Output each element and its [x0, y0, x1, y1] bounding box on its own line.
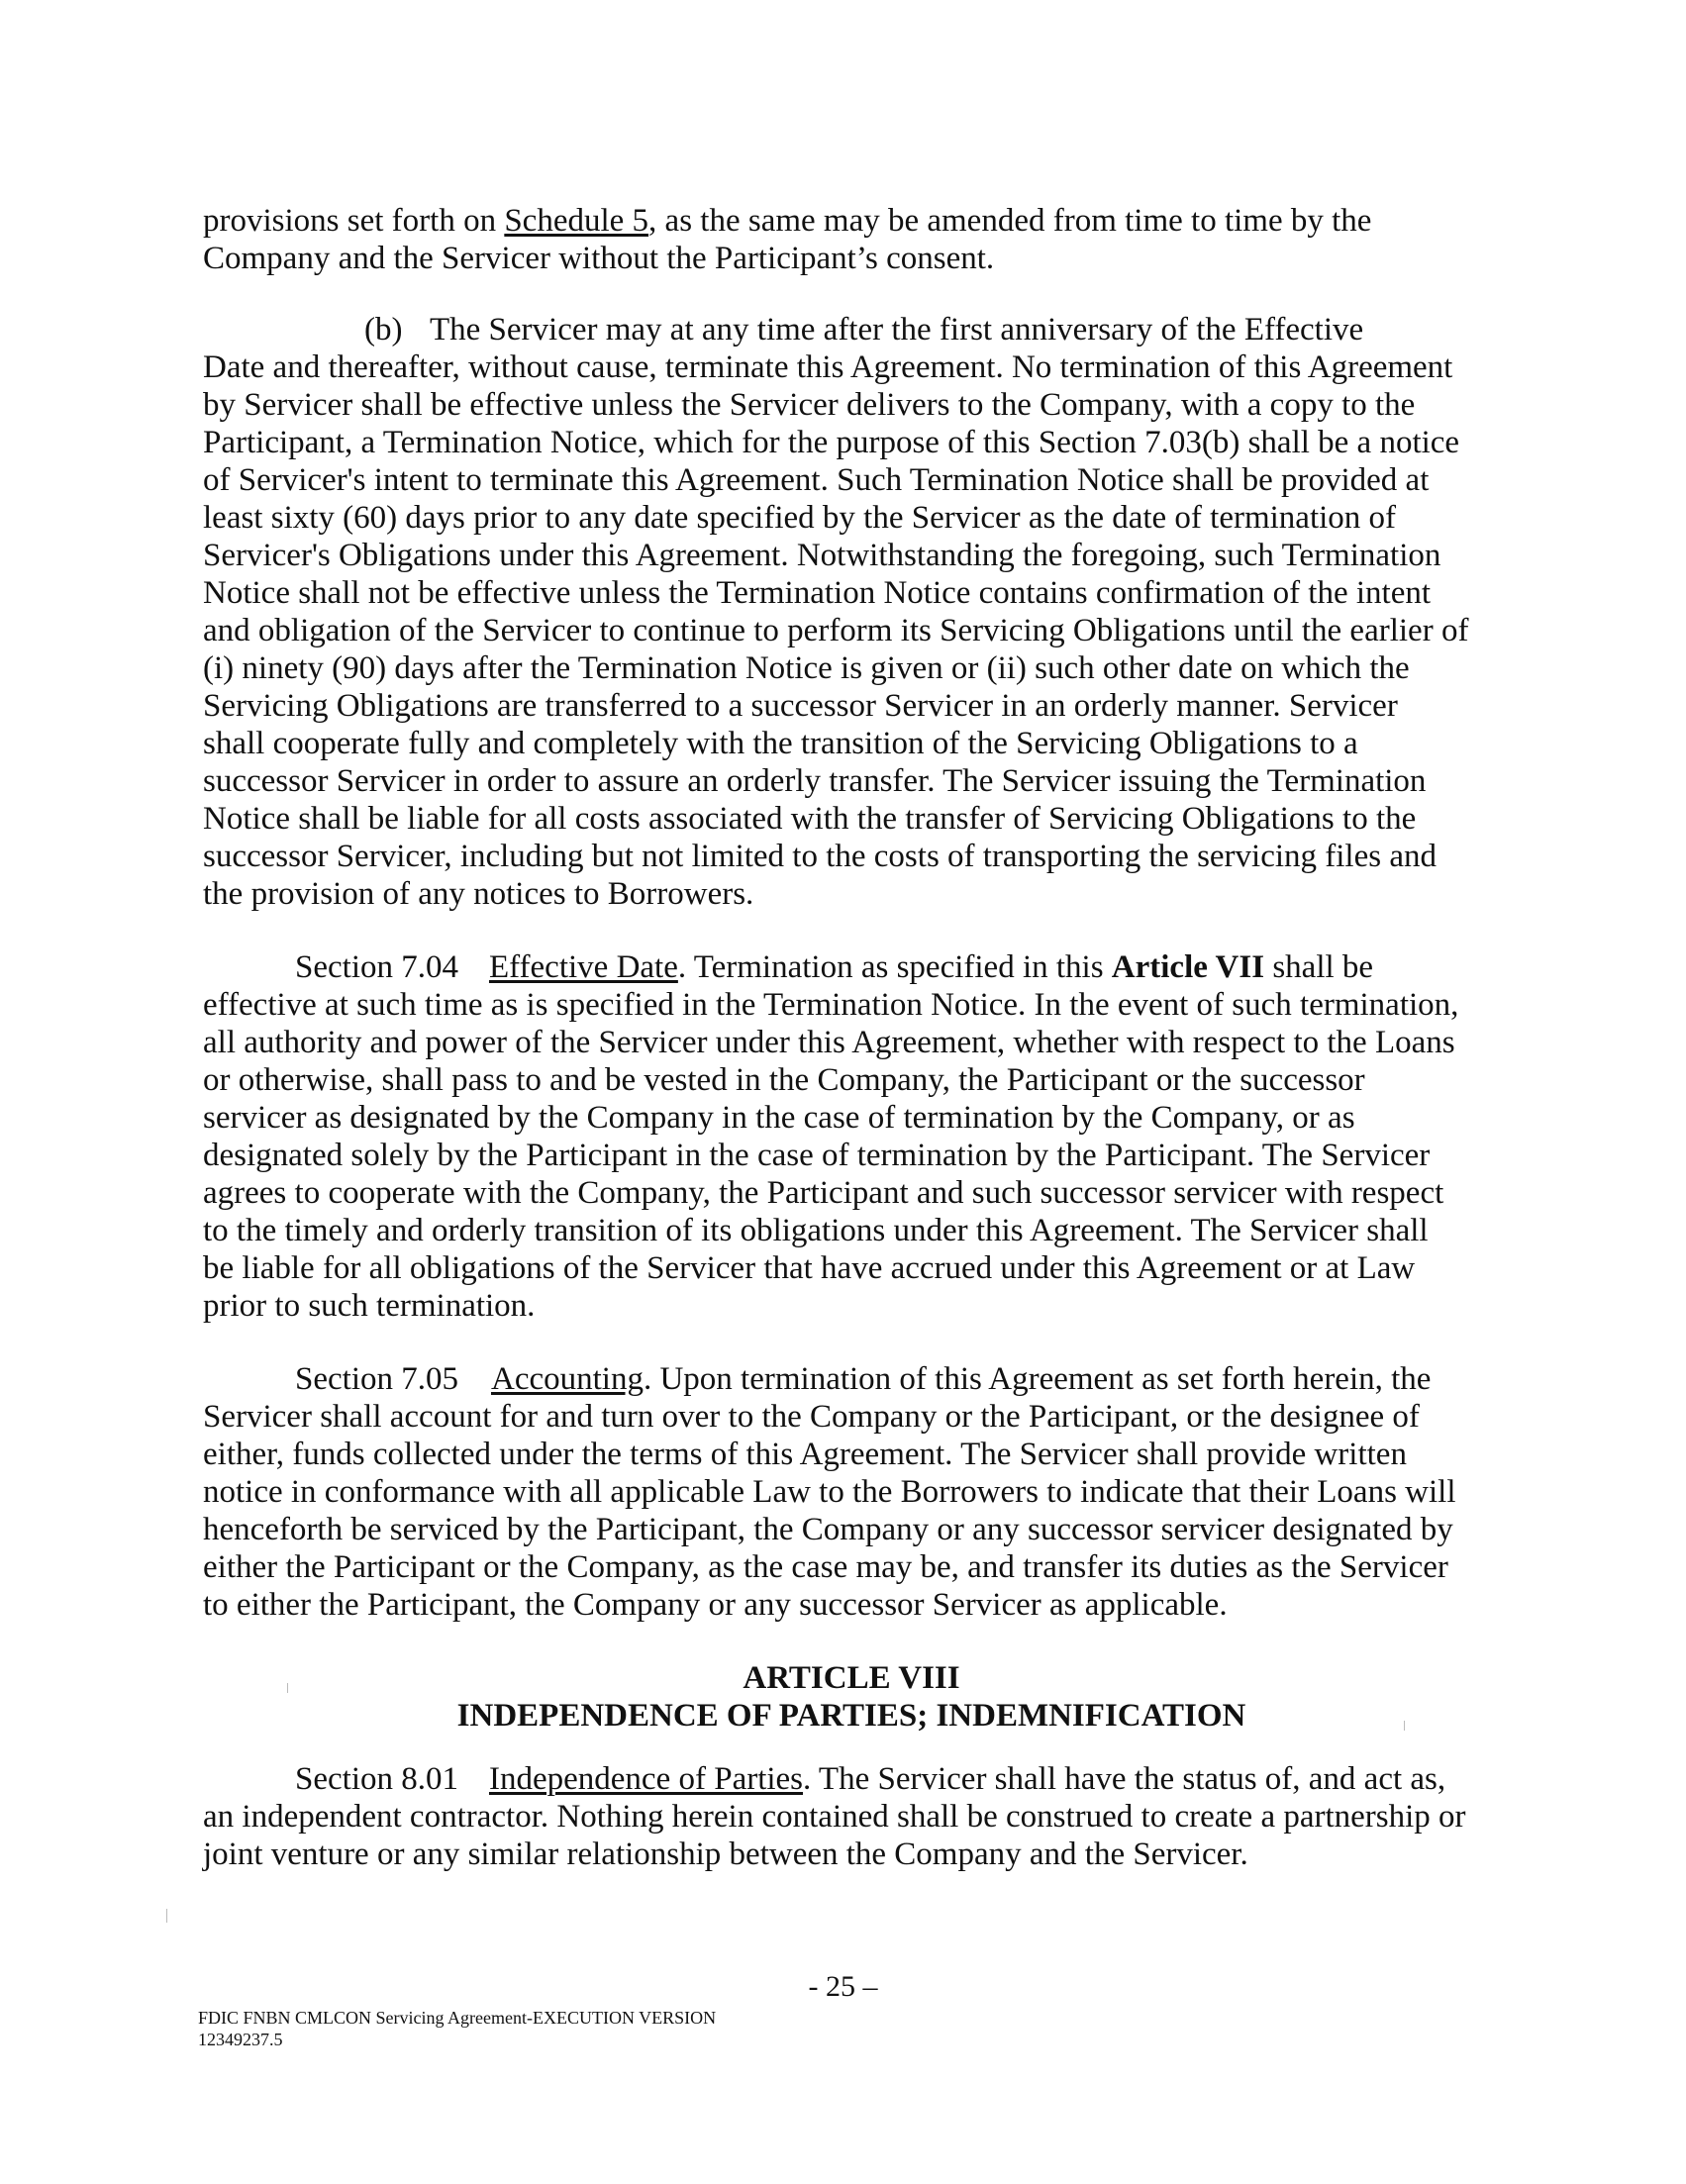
scan-artifact — [1404, 1721, 1405, 1731]
section-number: Section 8.01 — [295, 1761, 458, 1797]
section-7-04-first-line: Section 7.04 Effective Date. Termination as specified in this Article VII shall be — [295, 949, 1374, 985]
text-line: effective at such time as is specified in the Termination Notice. In the event of such termination, — [203, 987, 1459, 1023]
text-line: either, funds collected under the terms of this Agreement. The Servicer shall provide written — [203, 1437, 1407, 1472]
text-line: to either the Participant, the Company or any successor Servicer as applicable. — [203, 1587, 1228, 1623]
text-line: Notice shall not be effective unless the Termination Notice contains confirmation of the intent — [203, 575, 1432, 611]
paragraph-b — [203, 311, 1500, 913]
article-heading — [203, 1659, 1500, 1735]
text-line: either the Participant or the Company, as the case may be, and transfer its duties as the Servicer — [203, 1549, 1448, 1585]
paragraph-a-continuation — [203, 202, 1500, 277]
text-line: Company and the Servicer without the Participant’s consent. — [203, 241, 995, 276]
text-line: of Servicer's intent to terminate this Agreement. Such Termination Notice shall be provided at — [203, 462, 1430, 498]
section-title: Independence of Parties — [489, 1761, 804, 1797]
text-line: Date and thereafter, without cause, terminate this Agreement. No termination of this Agreement — [203, 349, 1453, 385]
text-line: be liable for all obligations of the Servicer that have accrued under this Agreement or at Law — [203, 1250, 1416, 1286]
article-title: INDEPENDENCE OF PARTIES; INDEMNIFICATION — [456, 1698, 1246, 1734]
page-number: - 25 – — [808, 1970, 878, 2003]
text-line: and obligation of the Servicer to continue to perform its Servicing Obligations until the earlier of — [203, 613, 1469, 648]
text-line: Notice shall be liable for all costs associated with the transfer of Servicing Obligations to the — [203, 801, 1417, 837]
text-line: by Servicer shall be effective unless the Servicer delivers to the Company, with a copy to the — [203, 387, 1416, 423]
section-number: Section 7.04 — [295, 949, 458, 985]
text-line: to the timely and orderly transition of its obligations under this Agreement. The Servicer shall — [203, 1213, 1429, 1248]
section-7-05 — [203, 1360, 1500, 1624]
text-line: Participant, a Termination Notice, which for the purpose of this Section 7.03(b) shall be a notice — [203, 425, 1460, 460]
text-line: Servicer shall account for and turn over to the Company or the Participant, or the designee of — [203, 1399, 1420, 1435]
text-line: shall cooperate fully and completely with the transition of the Servicing Obligations to a — [203, 726, 1358, 761]
text-line: the provision of any notices to Borrowers. — [203, 876, 754, 912]
text-line: henceforth be serviced by the Participant, the Company or any successor servicer designated by — [203, 1512, 1453, 1547]
text-line: all authority and power of the Servicer under this Agreement, whether with respect to the Loans — [203, 1025, 1455, 1060]
footer-document-id: 12349237.5 — [198, 2030, 283, 2049]
article-vii-reference: Article VII — [1111, 949, 1265, 985]
section-7-05-first-line: Section 7.05 Accounting. Upon termination of this Agreement as set forth herein, the — [295, 1361, 1432, 1397]
text-line: servicer as designated by the Company in the case of termination by the Company, or as — [203, 1100, 1355, 1136]
text-line: joint venture or any similar relationship between the Company and the Servicer. — [203, 1837, 1248, 1872]
text-line: designated solely by the Participant in the case of termination by the Participant. The Servicer — [203, 1138, 1431, 1173]
text-line: Servicer's Obligations under this Agreement. Notwithstanding the foregoing, such Termination — [203, 538, 1441, 573]
text-line: Servicing Obligations are transferred to a successor Servicer in an orderly manner. Servicer — [203, 688, 1398, 724]
scan-artifact — [166, 1909, 167, 1923]
schedule-5-reference: Schedule 5 — [504, 203, 649, 239]
section-7-04 — [203, 948, 1500, 1325]
section-number: Section 7.05 — [295, 1361, 458, 1397]
text-line: least sixty (60) days prior to any date specified by the Servicer as the date of termination of — [203, 500, 1397, 536]
text-line: notice in conformance with all applicable Law to the Borrowers to indicate that their Loans will — [203, 1474, 1456, 1510]
footer-document-title: FDIC FNBN CMLCON Servicing Agreement-EXECUTION VERSION — [198, 2008, 717, 2028]
paragraph-b-label: (b) — [364, 312, 403, 347]
text-line: successor Servicer in order to assure an orderly transfer. The Servicer issuing the Termination — [203, 763, 1427, 799]
text-line: (i) ninety (90) days after the Termination Notice is given or (ii) such other date on which the — [203, 650, 1410, 686]
section-8-01-first-line: Section 8.01 Independence of Parties. The Servicer shall have the status of, and act as, — [295, 1761, 1446, 1797]
article-number: ARTICLE VIII — [743, 1660, 960, 1696]
section-title: Accounting — [491, 1361, 644, 1397]
text-line: agrees to cooperate with the Company, the Participant and such successor servicer with respect — [203, 1175, 1444, 1211]
text-line: or otherwise, shall pass to and be vested in the Company, the Participant or the successor — [203, 1062, 1365, 1098]
section-8-01 — [203, 1760, 1500, 1873]
text-line: an independent contractor. Nothing herein contained shall be construed to create a partnership or — [203, 1799, 1466, 1835]
scan-artifact — [287, 1683, 288, 1693]
text-line: prior to such termination. — [203, 1288, 536, 1324]
paragraph-b-first-line: (b) The Servicer may at any time after the first anniversary of the Effective — [364, 312, 1364, 347]
text-line: provisions set forth on Schedule 5, as the same may be amended from time to time by the — [203, 203, 1372, 239]
section-title: Effective Date — [489, 949, 678, 985]
text-line: successor Servicer, including but not limited to the costs of transporting the servicing files and — [203, 839, 1437, 874]
document-footer — [198, 2007, 716, 2050]
